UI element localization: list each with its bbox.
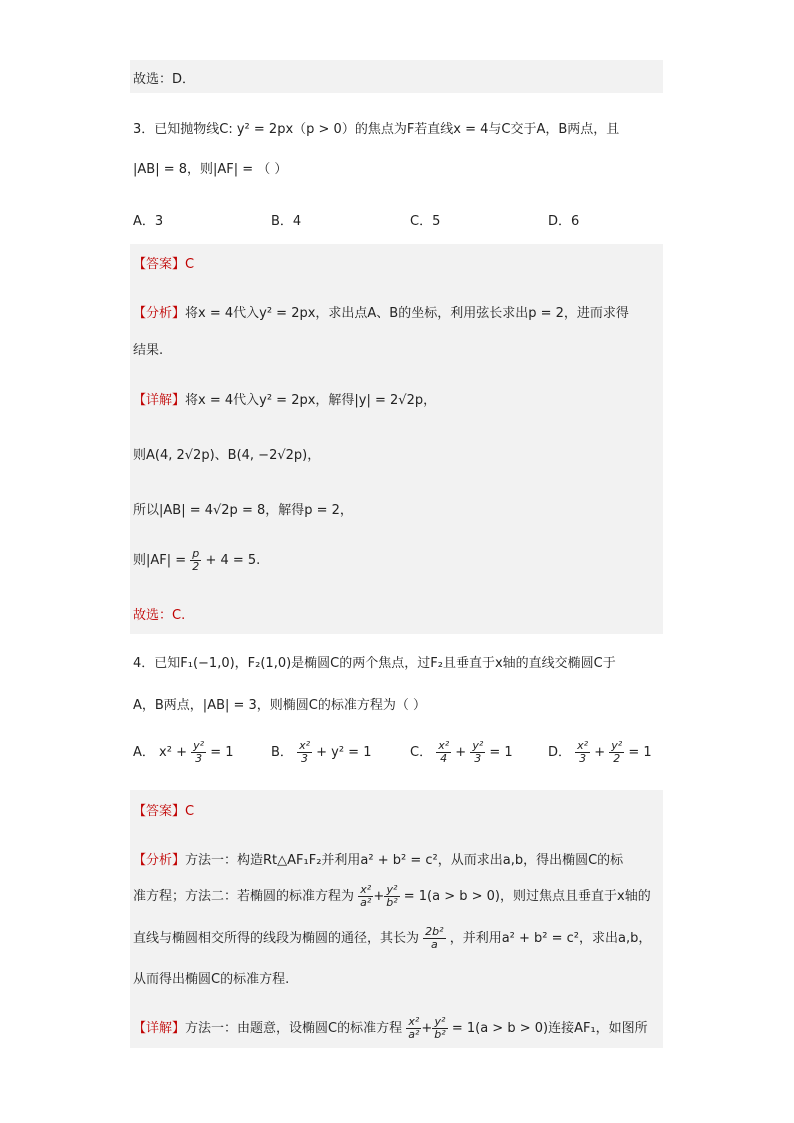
q4-option-c-num2: y² bbox=[472, 739, 484, 752]
q4-detail-den2: b² bbox=[434, 1028, 446, 1041]
q3-option-c: C．5 bbox=[410, 214, 441, 229]
q4-detail-frac2 bbox=[432, 1016, 447, 1041]
q3-analysis-line1 bbox=[133, 302, 629, 321]
q4-option-b-den: 3 bbox=[301, 752, 309, 765]
q4-stem-line1: 4．已知F₁(−1,0)，F₂(1,0)是椭圆C的两个焦点，过F₂且垂直于x轴的直线交椭圆C于 bbox=[133, 656, 616, 671]
q4-option-a-frac bbox=[191, 740, 206, 765]
q4-option-d-t2: = 1 bbox=[628, 745, 652, 760]
q3-option-a: A．3 bbox=[133, 214, 164, 229]
q3-detail-line3: 所以|AB| = 4√2p = 8，解得p = 2， bbox=[133, 503, 353, 518]
q4-option-a bbox=[133, 740, 233, 765]
q4-option-c-frac2 bbox=[470, 740, 485, 765]
q3-detail-line4 bbox=[133, 548, 260, 573]
q4-option-c-den2: 3 bbox=[474, 752, 482, 765]
q4-option-a-num: y² bbox=[193, 739, 205, 752]
q4-option-c-t2: = 1 bbox=[489, 745, 513, 760]
q3-detail-tag: 【详解】 bbox=[133, 393, 186, 408]
q4-detail-frac1 bbox=[406, 1016, 421, 1041]
q4-analysis-den3: a bbox=[430, 938, 438, 951]
q3-analysis-tag: 【分析】 bbox=[133, 306, 186, 321]
q4-option-c-label: C． bbox=[410, 745, 433, 760]
q3-analysis-line2: 结果. bbox=[133, 343, 164, 358]
q4-option-c-frac1 bbox=[436, 740, 451, 765]
q4-option-d-frac2 bbox=[609, 740, 624, 765]
q3-detail-l4-a: 则|AF| = bbox=[133, 553, 187, 568]
q4-analysis-l2-a: 准方程；方法二：若椭圆的标准方程为 bbox=[133, 889, 355, 904]
q4-option-b-label: B． bbox=[271, 745, 293, 760]
q4-analysis-line1 bbox=[133, 849, 623, 868]
q4-analysis-line3 bbox=[133, 926, 651, 951]
q4-analysis-num3: 2b² bbox=[425, 925, 444, 938]
q3-detail-l4-b: + 4 = 5. bbox=[205, 553, 261, 568]
q4-option-d-frac1 bbox=[575, 740, 590, 765]
q4-option-b-frac bbox=[297, 740, 312, 765]
q3-option-d: D．6 bbox=[548, 214, 580, 229]
q4-detail-num1: x² bbox=[406, 1016, 421, 1029]
q4-analysis-l3-a: 直线与椭圆相交所得的线段为椭圆的通径，其长为 bbox=[133, 931, 420, 946]
top-conclusion: 故选：D． bbox=[133, 72, 196, 87]
q4-analysis-frac3 bbox=[423, 926, 445, 951]
q3-conclusion: 故选：C. bbox=[133, 608, 186, 623]
q3-frac-den: 2 bbox=[192, 560, 200, 573]
q3-detail-fraction bbox=[190, 548, 201, 573]
q4-option-c-den1: 4 bbox=[440, 752, 448, 765]
q4-analysis-den1: a² bbox=[360, 896, 372, 909]
q4-option-c-num1: x² bbox=[438, 739, 450, 752]
q4-detail-l1-a: 方法一：由题意，设椭圆C的标准方程 bbox=[185, 1021, 403, 1036]
q3-option-b: B．4 bbox=[271, 214, 302, 229]
q4-detail-tag: 【详解】 bbox=[133, 1021, 186, 1036]
q4-detail-line1: 【详解】方法一：由题意，设椭圆C的标准方程 $\frac{\text{x²}}{\text{a²}}$ + $\frac{\text{y²}}{\text{b²}}$ = 1(a > b > 0)连接AF₁，如图所 bbox=[133, 1015, 648, 1041]
q4-detail-den1: a² bbox=[408, 1028, 420, 1041]
q4-option-d-den2: 2 bbox=[613, 752, 621, 765]
q4-analysis-num1: x² bbox=[358, 884, 373, 897]
q4-option-d-num2: y² bbox=[611, 739, 623, 752]
q4-analysis-l2-b: = 1(a > b > 0)，则过焦点且垂直于x轴的 bbox=[403, 889, 651, 904]
q3-stem-line1: 3．已知抛物线C: y² = 2px（p > 0）的焦点为F若直线x = 4与C交于A，B两点，且 bbox=[133, 122, 620, 137]
q4-option-d-mid: + bbox=[594, 745, 606, 760]
q3-frac-num: p bbox=[190, 548, 201, 561]
q4-option-b bbox=[271, 740, 371, 765]
q4-analysis-tag: 【分析】 bbox=[133, 853, 186, 868]
q3-answer: 【答案】C bbox=[133, 257, 195, 272]
q4-option-d-label: D． bbox=[548, 745, 572, 760]
q3-stem-line2: |AB| = 8，则|AF| = （ ） bbox=[133, 162, 288, 177]
solution-shade-q4 bbox=[130, 790, 663, 1048]
q4-option-c-mid: + bbox=[455, 745, 467, 760]
q4-option-d-den1: 3 bbox=[579, 752, 587, 765]
q4-analysis-frac1 bbox=[358, 884, 373, 909]
q4-analysis-l3-b: ，并利用a² + b² = c²，求出a,b， bbox=[449, 931, 652, 946]
answer-shade-top bbox=[130, 60, 663, 93]
q4-detail-l1-b: = 1(a > b > 0)连接AF₁，如图所 bbox=[451, 1021, 648, 1036]
q3-detail-line1 bbox=[133, 389, 436, 408]
q3-detail-text1: 将x = 4代入y² = 2px，解得|y| = 2√2p， bbox=[185, 393, 437, 408]
q4-option-b-num: x² bbox=[299, 739, 310, 752]
q4-analysis-num2: y² bbox=[384, 884, 399, 897]
q4-analysis-den2: b² bbox=[386, 896, 398, 909]
q4-option-d-num1: x² bbox=[577, 739, 589, 752]
q4-answer: 【答案】C bbox=[133, 804, 195, 819]
q4-option-b-t2: + y² = 1 bbox=[316, 745, 372, 760]
q4-option-a-label: A． bbox=[133, 745, 155, 760]
q4-analysis-line2: 准方程；方法二：若椭圆的标准方程为 $\frac{\text{x²}}{\text{a²}}$ + $\frac{\text{y²}}{\text{b²}}$ = 1(a > b > 0)，则过焦点且垂直于x轴的 bbox=[133, 883, 651, 909]
q3-detail-line2: 则A(4, 2√2p)、B(4, −2√2p)， bbox=[133, 448, 321, 463]
q4-stem-line2: A，B两点，|AB| = 3，则椭圆C的标准方程为（ ） bbox=[133, 698, 427, 713]
q4-option-c bbox=[410, 740, 513, 765]
q4-option-a-den: 3 bbox=[195, 752, 203, 765]
q4-option-a-t1: x² + bbox=[159, 745, 187, 760]
q4-detail-num2: y² bbox=[432, 1016, 447, 1029]
q4-option-d bbox=[548, 740, 652, 765]
q4-analysis-text1: 方法一：构造Rt△AF₁F₂并利用a² + b² = c²，从而求出a,b，得出椭圆C的标 bbox=[185, 853, 624, 868]
q4-analysis-frac2 bbox=[384, 884, 399, 909]
q4-analysis-line4: 从而得出椭圆C的标准方程. bbox=[133, 972, 290, 987]
q4-option-a-t2: = 1 bbox=[210, 745, 234, 760]
q3-analysis-text1: 将x = 4代入y² = 2px，求出点A、B的坐标，利用弦长求出p = 2，进而求得 bbox=[185, 306, 629, 321]
